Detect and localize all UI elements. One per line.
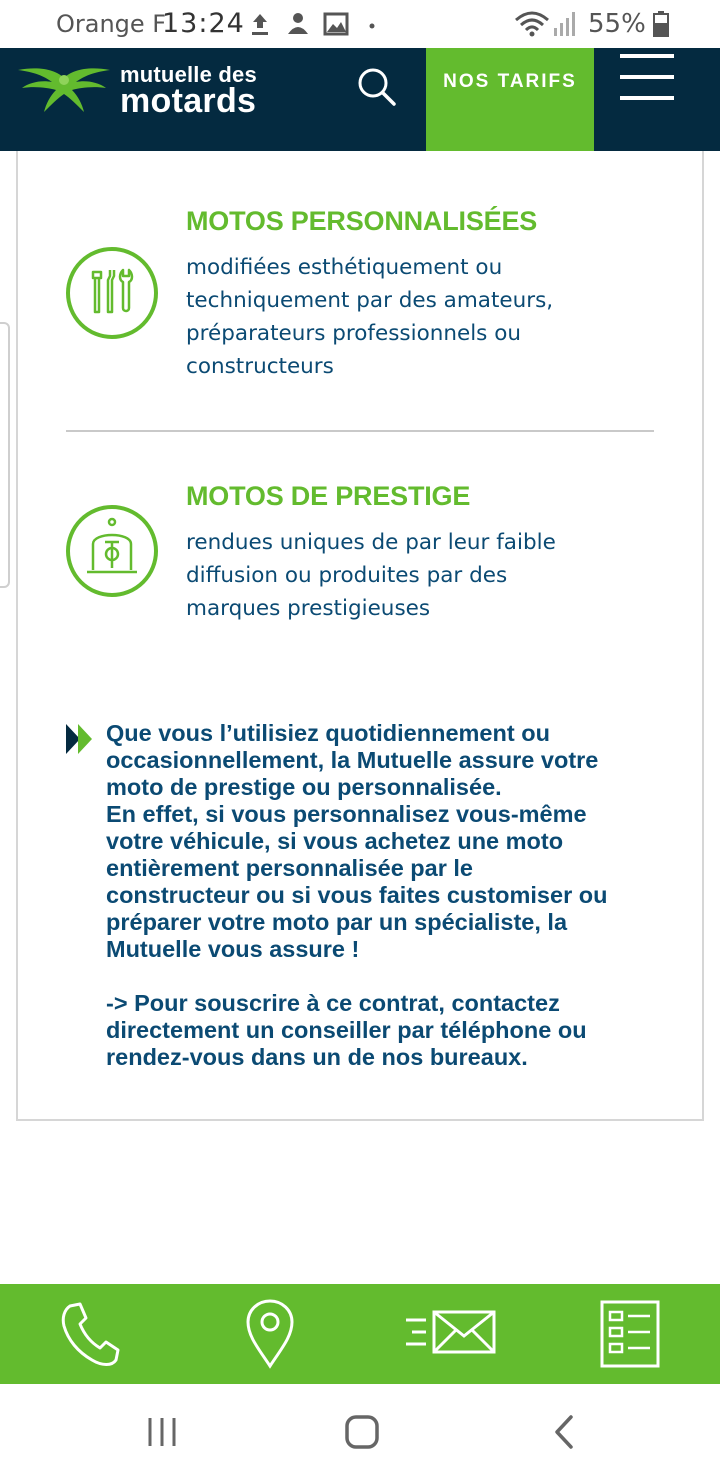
info-line: Mutuelle vous assure !: [106, 936, 360, 962]
info-line: préparer votre moto par un spécialiste, la: [106, 909, 568, 935]
info-line: moto de prestige ou personnalisée.: [106, 774, 502, 800]
carrier-name: Orange F: [56, 10, 167, 38]
edge-panel-handle[interactable]: [0, 322, 10, 588]
bird-logo-icon: [16, 60, 112, 114]
contact-bar: [0, 1284, 720, 1384]
section-divider: [66, 430, 654, 432]
tools-icon: [65, 246, 159, 340]
logo-line1: mutuelle des: [120, 62, 257, 87]
app-notification-icon: [284, 10, 312, 38]
home-icon[interactable]: [342, 1412, 382, 1452]
back-icon[interactable]: [545, 1412, 585, 1452]
location-pin-icon[interactable]: [244, 1298, 296, 1370]
desc-line: modifiées esthétiquement ou: [186, 255, 503, 280]
info-line: entièrement personnalisée par le: [106, 855, 474, 881]
image-icon: [322, 10, 350, 38]
site-logo[interactable]: [16, 56, 276, 136]
wifi-icon: [514, 10, 550, 38]
status-bar: [0, 0, 720, 48]
info-line: -> Pour souscrire à ce contrat, contactez: [106, 990, 560, 1016]
feature-desc-prestige: [186, 526, 656, 625]
info-line: Que vous l’utilisiez quotidiennement ou: [106, 720, 550, 746]
hamburger-menu-icon[interactable]: [620, 54, 678, 100]
form-list-icon[interactable]: [598, 1298, 662, 1370]
desc-line: marques prestigieuses: [186, 596, 431, 621]
desc-line: techniquement par des amateurs,: [186, 288, 554, 313]
dot-icon: [366, 10, 378, 38]
search-icon[interactable]: [352, 62, 400, 110]
clock: 13:24: [162, 8, 245, 39]
desc-line: rendues uniques de par leur faible: [186, 530, 556, 555]
battery-percentage: 55%: [588, 9, 646, 39]
double-chevron-icon: [64, 720, 96, 758]
recent-apps-icon[interactable]: [142, 1412, 182, 1452]
system-nav-bar: [0, 1384, 720, 1480]
feature-title-prestige: MOTOS DE PRESTIGE: [186, 481, 471, 511]
desc-line: constructeurs: [186, 354, 334, 379]
site-header: [0, 48, 720, 151]
info-line: En effet, si vous personnalisez vous-même: [106, 801, 587, 827]
moto-bell-icon: [65, 504, 159, 598]
info-line: occasionnellement, la Mutuelle assure votre: [106, 747, 599, 773]
nos-tarifs-button[interactable]: NOS TARIFS: [426, 48, 594, 151]
signal-icon: [552, 10, 578, 38]
desc-line: diffusion ou produites par des: [186, 563, 508, 588]
feature-desc-personnalisees: [186, 251, 656, 383]
info-line: rendez-vous dans un de nos bureaux.: [106, 1044, 528, 1070]
info-line: directement un conseiller par téléphone ou: [106, 1017, 587, 1043]
phone-icon[interactable]: [56, 1298, 124, 1370]
info-paragraph: [106, 720, 676, 1071]
send-mail-icon[interactable]: [402, 1298, 498, 1370]
logo-line2: motards: [120, 82, 257, 120]
info-line: votre véhicule, si vous achetez une moto: [106, 828, 564, 854]
info-line: constructeur ou si vous faites customiser ou: [106, 882, 608, 908]
desc-line: préparateurs professionnels ou: [186, 321, 522, 346]
battery-icon: [652, 10, 670, 38]
upload-icon: [246, 10, 274, 38]
feature-title-personnalisees: MOTOS PERSONNALISÉES: [186, 206, 538, 236]
